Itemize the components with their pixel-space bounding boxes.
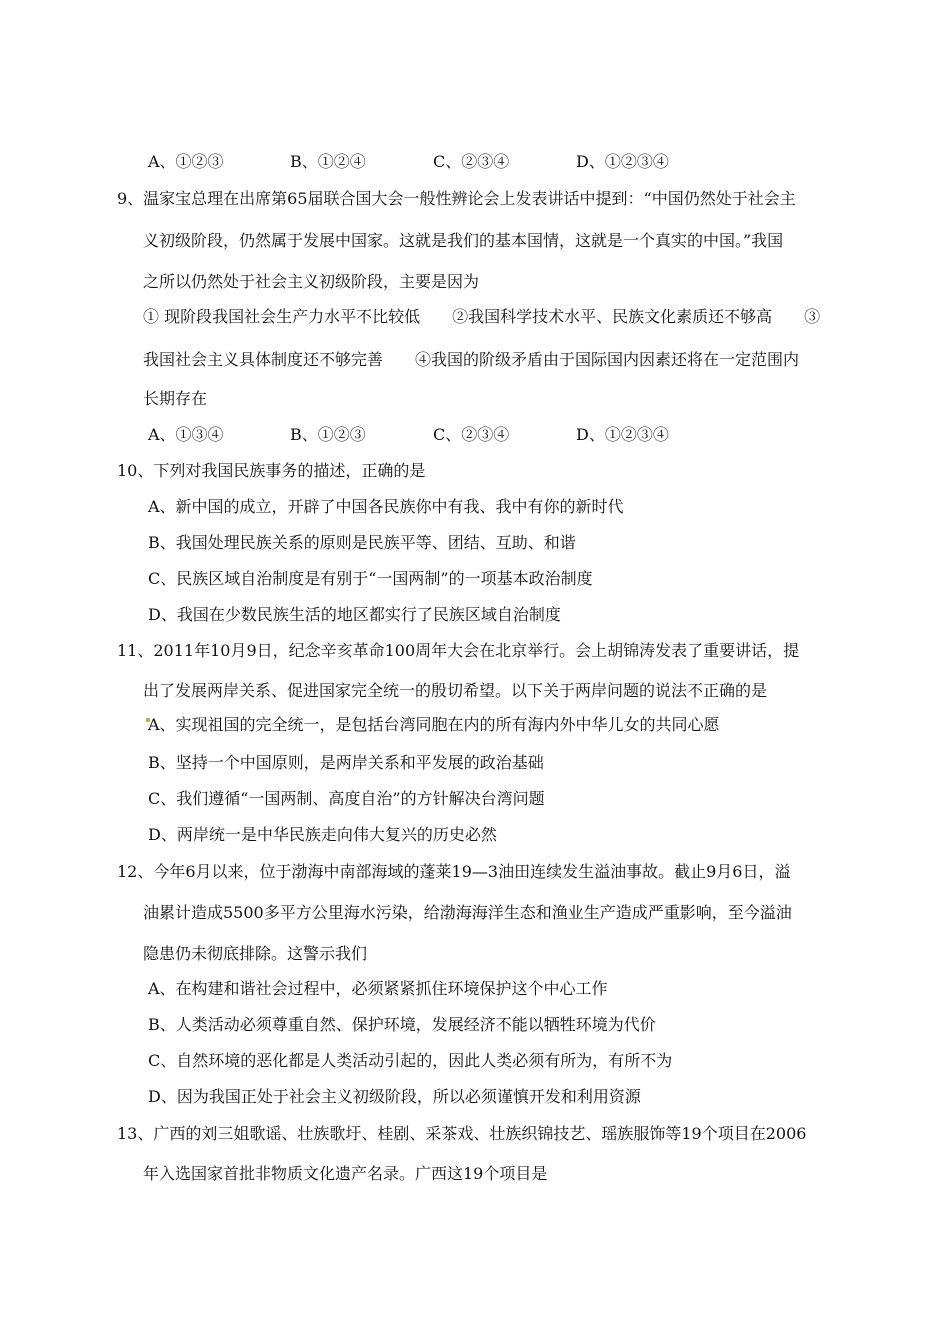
q8-option-c: C、②③④: [433, 152, 510, 171]
q11-option-b: B、坚持一个中国原则，是两岸关系和平发展的政治基础: [148, 753, 544, 772]
q12-option-c: C、自然环境的恶化都是人类活动引起的，因此人类必须有所为，有所不为: [148, 1051, 673, 1070]
q9-stem-line-1: 9、温家宝总理在出席第65届联合国大会一般性辨论会上发表讲话中提到：“中国仍然处于社会主: [117, 189, 796, 208]
q10-option-d: D、我国在少数民族生活的地区都实行了民族区域自治制度: [148, 605, 561, 624]
q12-stem-line-3: 隐患仍未彻底排除。这警示我们: [143, 944, 368, 963]
q9-statement-line-3: 长期存在: [143, 389, 208, 408]
q9-stem-line-3: 之所以仍然处于社会主义初级阶段，主要是因为: [143, 272, 480, 291]
q8-option-d: D、①②③④: [576, 152, 669, 171]
q11-option-a: A、实现祖国的完全统一，是包括台湾同胞在内的所有海内外中华儿女的共同心愿: [148, 715, 720, 734]
q12-option-a: A、在构建和谐社会过程中，必须紧紧抓住环境保护这个中心工作: [148, 979, 608, 998]
q9-statement-line-2: 我国社会主义具体制度还不够完善 ④我国的阶级矛盾由于国际国内因素还将在一定范围内: [143, 350, 800, 369]
q10-stem: 10、下列对我国民族事务的描述，正确的是: [117, 461, 426, 480]
q10-option-c: C、民族区域自治制度是有别于“一国两制”的一项基本政治制度: [148, 569, 593, 588]
q11-option-d: D、两岸统一是中华民族走向伟大复兴的历史必然: [148, 825, 497, 844]
q8-option-a: A、①②③: [148, 152, 224, 171]
q11-stem-line-2: 出了发展两岸关系、促进国家完全统一的殷切希望。以下关于两岸问题的说法不正确的是: [143, 681, 768, 700]
q11-stem-line-1: 11、2011年10月9日，纪念辛亥革命100周年大会在北京举行。会上胡锦涛发表了重要讲话，提: [117, 641, 800, 660]
q10-option-a: A、新中国的成立，开辟了中国各民族你中有我、我中有你的新时代: [148, 497, 624, 516]
q12-stem-line-2: 油累计造成5500多平方公里海水污染，给渤海海洋生态和渔业生产造成严重影响，至今溢油: [143, 903, 792, 922]
q11-option-c: C、我们遵循“一国两制、高度自治”的方针解决台湾问题: [148, 789, 545, 808]
q9-stem-line-2: 义初级阶段，仍然属于发展中国家。这就是我们的基本国情，这就是一个真实的中国。”我国: [143, 231, 784, 250]
q10-option-b: B、我国处理民族关系的原则是民族平等、团结、互助、和谐: [148, 533, 576, 552]
q9-option-b: B、①②③: [290, 425, 366, 444]
q9-option-a: A、①③④: [148, 425, 224, 444]
q8-option-b: B、①②④: [290, 152, 366, 171]
q12-option-b: B、人类活动必须尊重自然、保护环境，发展经济不能以牺牲环境为代价: [148, 1015, 656, 1034]
q13-stem-line-1: 13、广西的刘三姐歌谣、壮族歌圩、桂剧、采茶戏、壮族织锦技艺、瑶族服饰等19个项目在2006: [117, 1124, 807, 1143]
q12-option-d: D、因为我国正处于社会主义初级阶段，所以必须谨慎开发和利用资源: [148, 1087, 641, 1106]
q12-stem-line-1: 12、今年6月以来，位于渤海中南部海域的蓬莱19—3油田连续发生溢油事故。截止9月6日，溢: [117, 862, 791, 881]
q13-stem-line-2: 年入选国家首批非物质文化遗产名录。广西这19个项目是: [143, 1164, 548, 1183]
q9-statement-line-1: ① 现阶段我国社会生产力水平不比较低 ②我国科学技术水平、民族文化素质还不够高 ③: [143, 307, 821, 326]
q9-option-d: D、①②③④: [576, 425, 669, 444]
q9-option-c: C、②③④: [433, 425, 510, 444]
